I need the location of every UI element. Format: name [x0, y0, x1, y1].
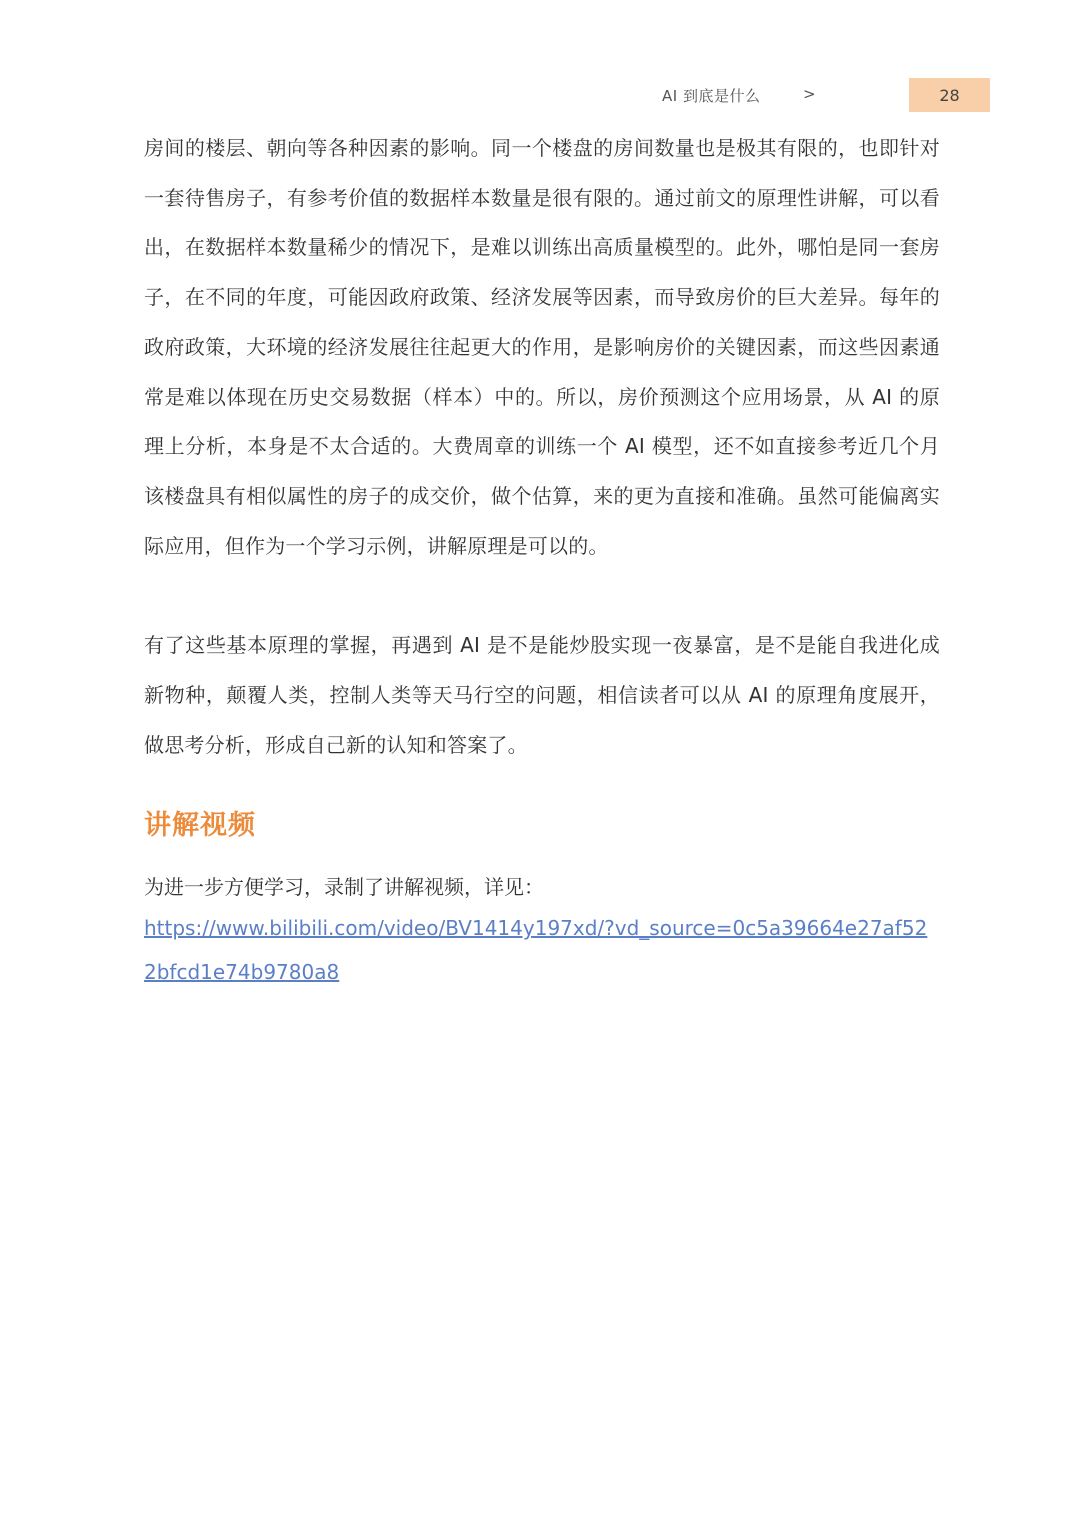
body-paragraph-2: 有了这些基本原理的掌握，再遇到 AI 是不是能炒股实现一夜暴富，是不是能自我进化成新物种，颠覆人类，控制人类等天马行空的问题，相信读者可以从 AI 的原理角度展开，做思考分析，形成自己新的认知和答案了。: [144, 633, 940, 757]
video-intro-text: 为进一步方便学习，录制了讲解视频，详见：: [144, 875, 544, 900]
chevron-right-icon: >: [803, 85, 816, 103]
section-heading: 讲解视频: [144, 810, 256, 842]
page-header: [0, 78, 1080, 112]
page-number-badge: 28: [909, 78, 990, 112]
paragraph-spacer: [144, 571, 940, 621]
page-content: [144, 124, 940, 994]
video-link[interactable]: https://www.bilibili.com/video/BV1414y197xd/?vd_source=0c5a39664e27af522bfcd1e74b9780a8: [144, 916, 928, 985]
chapter-title: AI 到底是什么: [662, 87, 761, 105]
body-paragraph-1: 房间的楼层、朝向等各种因素的影响。同一个楼盘的房间数量也是极其有限的，也即针对一套待售房子，有参考价值的数据样本数量是很有限的。通过前文的原理性讲解，可以看出，在数据样本数量稀少的情况下，是难以训练出高质量模型的。此外，哪怕是同一套房子，在不同的年度，可能因政府政策、经济发展等因素，而导致房价的巨大差异。每年的政府政策，大环境的经济发展往往起更大的作用，是影响房价的关键因素，而这些因素通常是难以体现在历史交易数据（样本）中的。所以，房价预测这个应用场景，从 AI 的原理上分析，本身是不太合适的。大费周章的训练一个 AI 模型，还不如直接参考近几个月该楼盘具有相似属性的房子的成交价，做个估算，来的更为直接和准确。虽然可能偏离实际应用，但作为一个学习示例，讲解原理是可以的。: [144, 136, 940, 558]
